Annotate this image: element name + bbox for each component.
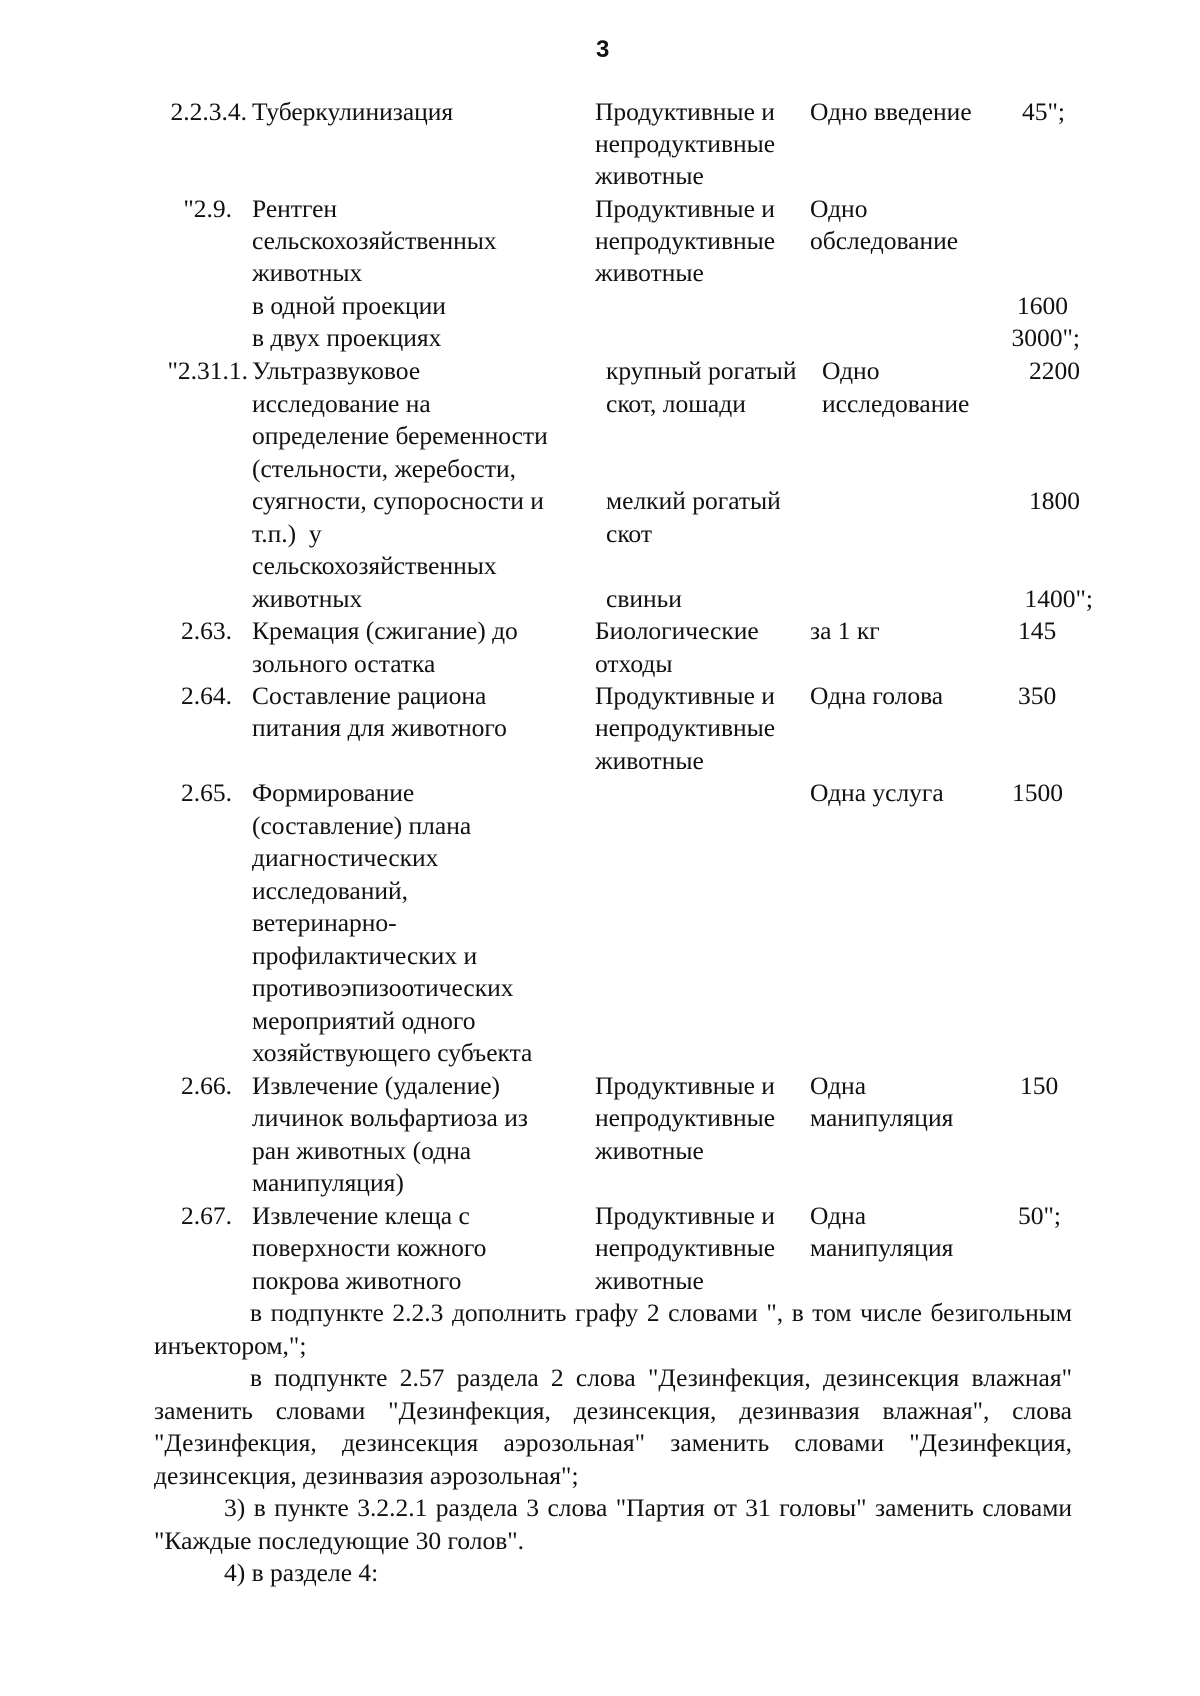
unit-line: Одно xyxy=(822,356,880,385)
unit-line: Одна голова xyxy=(810,681,944,710)
service-name-line: т.п.) у xyxy=(252,519,322,548)
service-name-line: манипуляция) xyxy=(252,1168,404,1197)
price: 45"; xyxy=(1022,97,1065,126)
species-line: Продуктивные и xyxy=(595,194,775,223)
species-line: животные xyxy=(595,746,704,775)
price: 3000"; xyxy=(1011,323,1080,352)
species-line: животные xyxy=(595,258,704,287)
price: 50"; xyxy=(1018,1201,1061,1230)
service-name-line: личинок вольфартиоза из xyxy=(252,1103,528,1132)
unit-line: манипуляция xyxy=(810,1233,954,1262)
service-name-line: Ультразвуковое xyxy=(252,356,421,385)
unit-line: Одно введение xyxy=(810,97,972,126)
service-name-line: (составление) плана xyxy=(252,811,472,840)
row-number: 2.64. xyxy=(181,681,232,710)
row-number: "2.9. xyxy=(183,194,232,223)
species-line: непродуктивные xyxy=(595,226,776,255)
service-name-line: Формирование xyxy=(252,778,415,807)
price: 1400"; xyxy=(1024,584,1093,613)
unit-line: манипуляция xyxy=(810,1103,954,1132)
species-line: мелкий рогатый xyxy=(606,486,781,515)
species-line: животные xyxy=(595,1266,704,1295)
species-line: отходы xyxy=(595,649,673,678)
unit-line: Одна услуга xyxy=(810,778,944,807)
amendment-paragraph: 4) в разделе 4: xyxy=(224,1558,379,1587)
row-number: 2.65. xyxy=(181,778,232,807)
price: 1600 xyxy=(1017,291,1068,320)
service-name-line: в двух проекциях xyxy=(252,323,442,352)
service-name-line: в одной проекции xyxy=(252,291,446,320)
service-name-line: профилактических и xyxy=(252,941,478,970)
species-line: непродуктивные xyxy=(595,1103,776,1132)
price: 1800 xyxy=(1029,486,1080,515)
service-name-line: суягности, супоросности и xyxy=(252,486,544,515)
species-line: скот, лошади xyxy=(606,389,746,418)
row-number: "2.31.1. xyxy=(167,356,248,385)
amendment-paragraph: в подпункте 2.57 раздела 2 слова "Дезинфекция, дезинсекция влажная" заменить словами "Дезинфекция, дезинсекция, дезинвазия влажная", слова "Дезинфекция, дезинсекция аэрозольная" заменить словами "Дезинфекция, дезинсекция, дезинвазия аэрозольная"; xyxy=(154,1363,1072,1490)
price: 150 xyxy=(1020,1071,1059,1100)
service-name-line: исследование на xyxy=(252,389,431,418)
service-name-line: Рентген xyxy=(252,194,338,223)
price: 2200 xyxy=(1029,356,1080,385)
service-name-line: сельскохозяйственных xyxy=(252,226,497,255)
row-number: 2.2.3.4. xyxy=(170,97,247,126)
species-line: животные xyxy=(595,161,704,190)
unit-line: обследование xyxy=(810,226,959,255)
unit-line: исследование xyxy=(822,389,970,418)
row-number: 2.67. xyxy=(181,1201,232,1230)
service-name-line: Составление рациона xyxy=(252,681,487,710)
service-name-line: Кремация (сжигание) до xyxy=(252,616,518,645)
price: 1500 xyxy=(1012,778,1063,807)
species-line: непродуктивные xyxy=(595,129,776,158)
amendment-paragraph: в подпункте 2.2.3 дополнить графу 2 словами ", в том числе безигольным инъектором,"; xyxy=(154,1298,1072,1360)
service-name-line: противоэпизоотических xyxy=(252,973,514,1002)
service-name-line: поверхности кожного xyxy=(252,1233,487,1262)
row-number: 2.63. xyxy=(181,616,232,645)
service-name-line: ран животных (одна xyxy=(252,1136,472,1165)
species-line: Продуктивные и xyxy=(595,97,775,126)
service-name-line: мероприятий одного xyxy=(252,1006,476,1035)
species-line: Продуктивные и xyxy=(595,1201,775,1230)
species-line: непродуктивные xyxy=(595,1233,776,1262)
page-number: 3 xyxy=(596,36,610,63)
service-name-line: Извлечение (удаление) xyxy=(252,1071,501,1100)
service-name-line: Туберкулинизация xyxy=(252,97,454,126)
amendment-paragraph: 3) в пункте 3.2.2.1 раздела 3 слова "Партия от 31 головы" заменить словами "Каждые последующие 30 голов". xyxy=(154,1493,1072,1555)
service-name-line: исследований, xyxy=(252,876,409,905)
species-line: непродуктивные xyxy=(595,713,776,742)
service-name-line: определение беременности xyxy=(252,421,548,450)
species-line: свиньи xyxy=(606,584,682,613)
species-line: Продуктивные и xyxy=(595,1071,775,1100)
service-name-line: зольного остатка xyxy=(252,649,436,678)
species-line: животные xyxy=(595,1136,704,1165)
service-name-line: животных xyxy=(252,258,363,287)
unit-line: за 1 кг xyxy=(810,616,880,645)
service-name-line: (стельности, жеребости, xyxy=(252,454,517,483)
unit-line: Одно xyxy=(810,194,868,223)
service-name-line: покрова животного xyxy=(252,1266,462,1295)
service-name-line: хозяйствующего субъекта xyxy=(252,1038,533,1067)
row-number: 2.66. xyxy=(181,1071,232,1100)
service-name-line: животных xyxy=(252,584,363,613)
service-name-line: ветеринарно- xyxy=(252,908,397,937)
service-name-line: диагностических xyxy=(252,843,439,872)
species-line: крупный рогатый xyxy=(606,356,797,385)
species-line: скот xyxy=(606,519,652,548)
unit-line: Одна xyxy=(810,1071,867,1100)
species-line: Продуктивные и xyxy=(595,681,775,710)
price: 145 xyxy=(1018,616,1057,645)
price: 350 xyxy=(1018,681,1057,710)
service-name-line: сельскохозяйственных xyxy=(252,551,497,580)
unit-line: Одна xyxy=(810,1201,867,1230)
service-name-line: Извлечение клеща с xyxy=(252,1201,470,1230)
service-name-line: питания для животного xyxy=(252,713,507,742)
species-line: Биологические xyxy=(595,616,759,645)
